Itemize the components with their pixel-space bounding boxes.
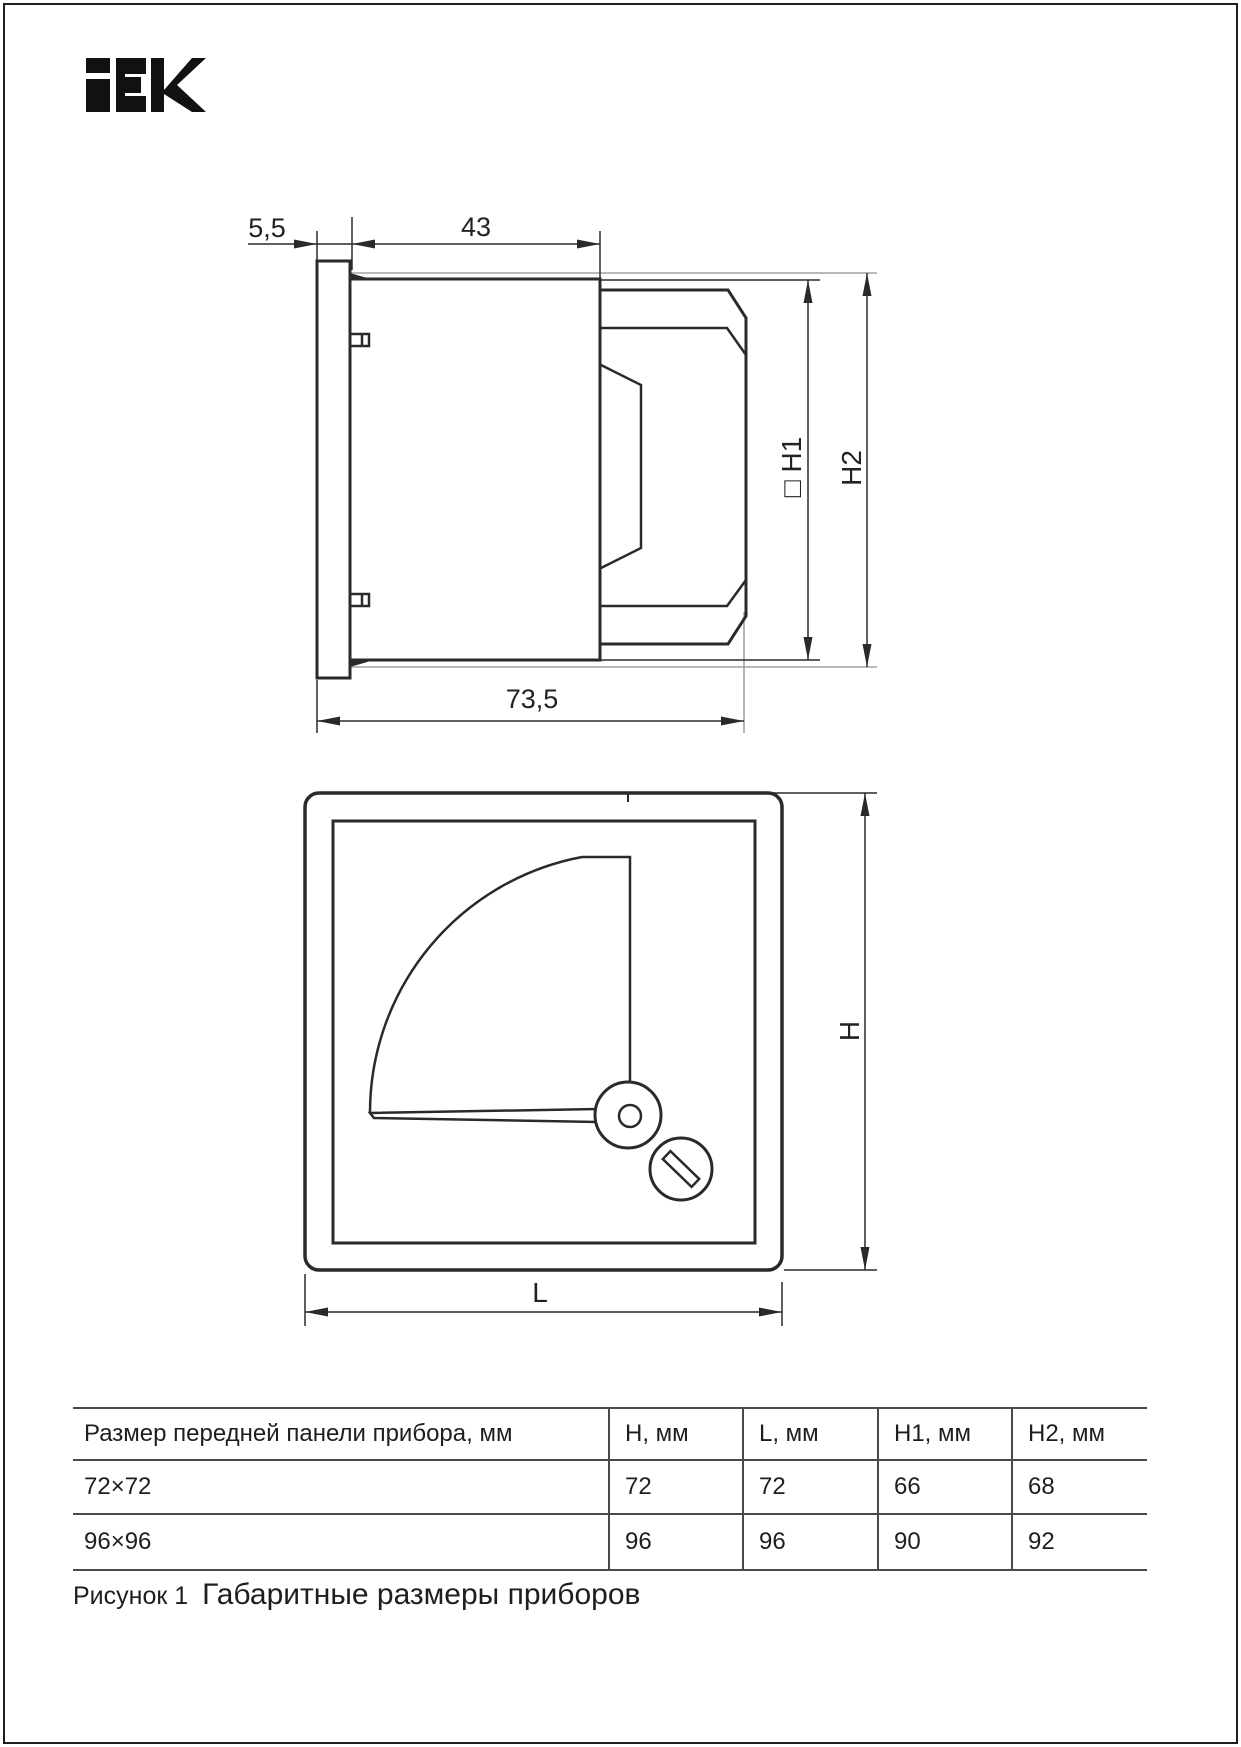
front-arrowheads	[305, 793, 870, 1317]
table-cell: 72	[608, 1461, 742, 1515]
table-cell: 68	[1011, 1461, 1147, 1515]
front-lip-wedges	[350, 273, 374, 667]
pivot-axis	[619, 1105, 641, 1127]
table-header-h2: H2, мм	[1011, 1409, 1147, 1461]
dim-label-43: 43	[460, 212, 492, 242]
figure-caption	[73, 1578, 640, 1612]
side-outlines	[317, 261, 746, 678]
front-dimension-lines	[305, 793, 877, 1326]
side-dimension-lines	[248, 217, 867, 733]
mounting-clips	[350, 334, 369, 606]
iek-logo	[86, 58, 206, 112]
table-cell: 90	[877, 1515, 1011, 1569]
rear-housing-details	[600, 328, 746, 606]
table-cell: 92	[1011, 1515, 1147, 1569]
logo-letter-k	[151, 58, 206, 112]
table-header-h1: H1, мм	[877, 1409, 1011, 1461]
dial-scale	[370, 857, 630, 1112]
mounting-flange	[317, 261, 350, 678]
dim-label-h1: □ H1	[776, 436, 807, 498]
figure-title: Габаритные размеры приборов	[202, 1578, 641, 1611]
table-header-h: H, мм	[608, 1409, 742, 1461]
dimensions-table	[73, 1407, 1147, 1571]
dim-label-5-5: 5,5	[248, 213, 286, 243]
meter-body	[350, 279, 600, 660]
table-header-l: L, мм	[742, 1409, 877, 1461]
table-cell: 72	[742, 1461, 877, 1515]
logo-letter-e	[116, 58, 146, 112]
dim-label-h: H	[834, 1020, 865, 1042]
dim-label-73-5: 73,5	[505, 684, 559, 714]
front-view	[305, 793, 877, 1326]
rear-housing-outline	[600, 290, 746, 644]
table-cell: 66	[877, 1461, 1011, 1515]
table-cell: 96	[608, 1515, 742, 1569]
table-cell-size-96: 96×96	[84, 1528, 152, 1555]
table-header-size: Размер передней панели прибора, мм	[73, 1409, 608, 1461]
logo-letter-i	[86, 58, 110, 112]
dim-label-l: L	[532, 1277, 548, 1308]
front-bezel	[305, 793, 782, 1270]
dim-label-h2: H2	[836, 450, 867, 486]
needle	[370, 1109, 597, 1122]
gray-extension-lines	[350, 273, 877, 733]
table-cell-size-72: 72×72	[73, 1461, 608, 1515]
figure-number: Рисунок 1	[73, 1582, 189, 1610]
table-cell: 96	[742, 1515, 877, 1569]
